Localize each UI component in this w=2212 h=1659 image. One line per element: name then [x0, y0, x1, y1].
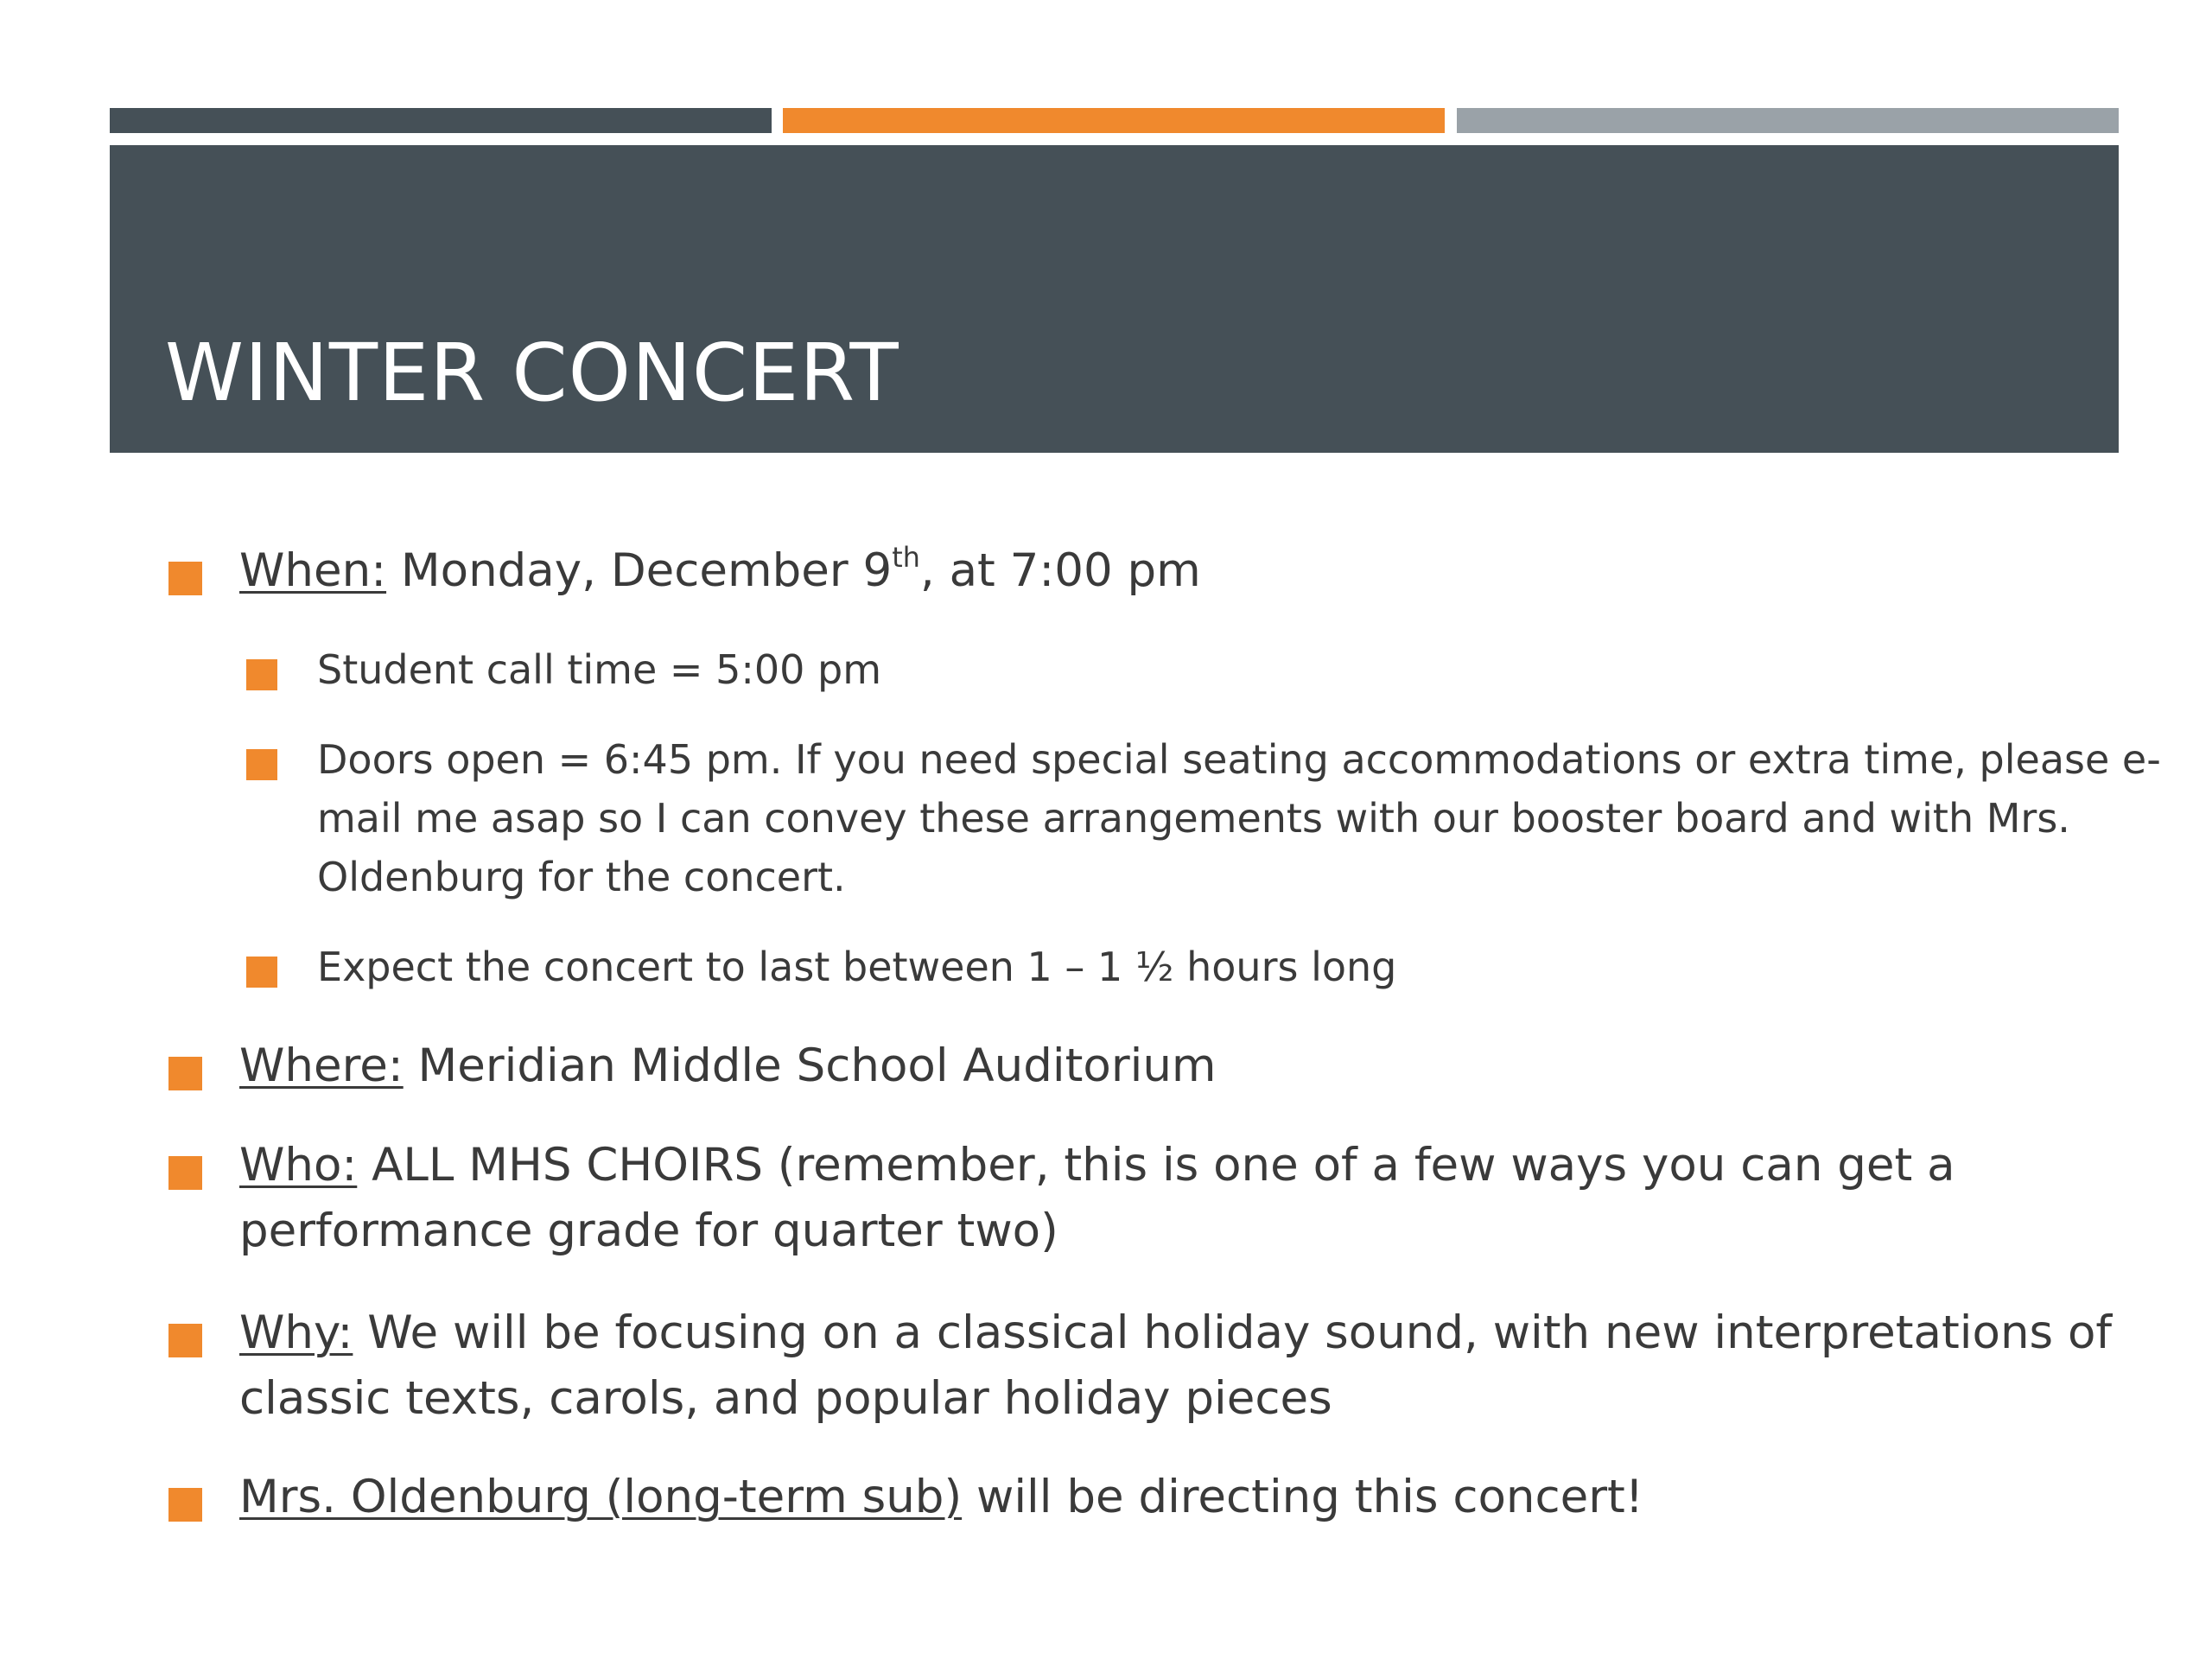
bullet-square-icon	[168, 1057, 202, 1090]
bullet-label: When:	[239, 544, 387, 597]
bullet-square-icon	[246, 659, 277, 690]
bullet-square-icon	[246, 749, 277, 780]
bullet-text: Why: We will be focusing on a classical holiday sound, with new interpretations of classic texts, carols, and popular holiday pieces	[239, 1306, 2113, 1425]
bullet-text: Where: Meridian Middle School Auditorium	[239, 1039, 1217, 1092]
sub-bullet-text: Student call time = 5:00 pm	[317, 646, 882, 693]
slide-title: WINTER CONCERT	[165, 327, 899, 419]
bullet-square-icon	[168, 1156, 202, 1190]
bullet-square-icon	[168, 562, 202, 595]
bullet-label: Mrs. Oldenburg (long-term sub)	[239, 1471, 963, 1523]
bullet-square-icon	[168, 1324, 202, 1357]
bullet-label: Why:	[239, 1306, 353, 1359]
bullet-square-icon	[246, 957, 277, 988]
bullet-text: Who: ALL MHS CHOIRS (remember, this is one of a few ways you can get a performance grade for quarter two)	[239, 1139, 1955, 1257]
bullet-label: Who:	[239, 1139, 358, 1192]
bullet-text: When: Monday, December 9th, at 7:00 pm	[239, 541, 1201, 597]
sub-bullet-text: Expect the concert to last between 1 – 1 ½ hours long	[317, 944, 1397, 990]
bullet-text: Mrs. Oldenburg (long-term sub) will be directing this concert!	[239, 1471, 1644, 1523]
bullet-square-icon	[168, 1488, 202, 1522]
sub-bullet-text: Doors open = 6:45 pm. If you need special seating accommodations or extra time, please e-mail me asap so I can convey these arrangements with our booster board and with Mrs. Oldenburg for the concert.	[317, 736, 2161, 900]
bullet-label: Where:	[239, 1039, 404, 1092]
